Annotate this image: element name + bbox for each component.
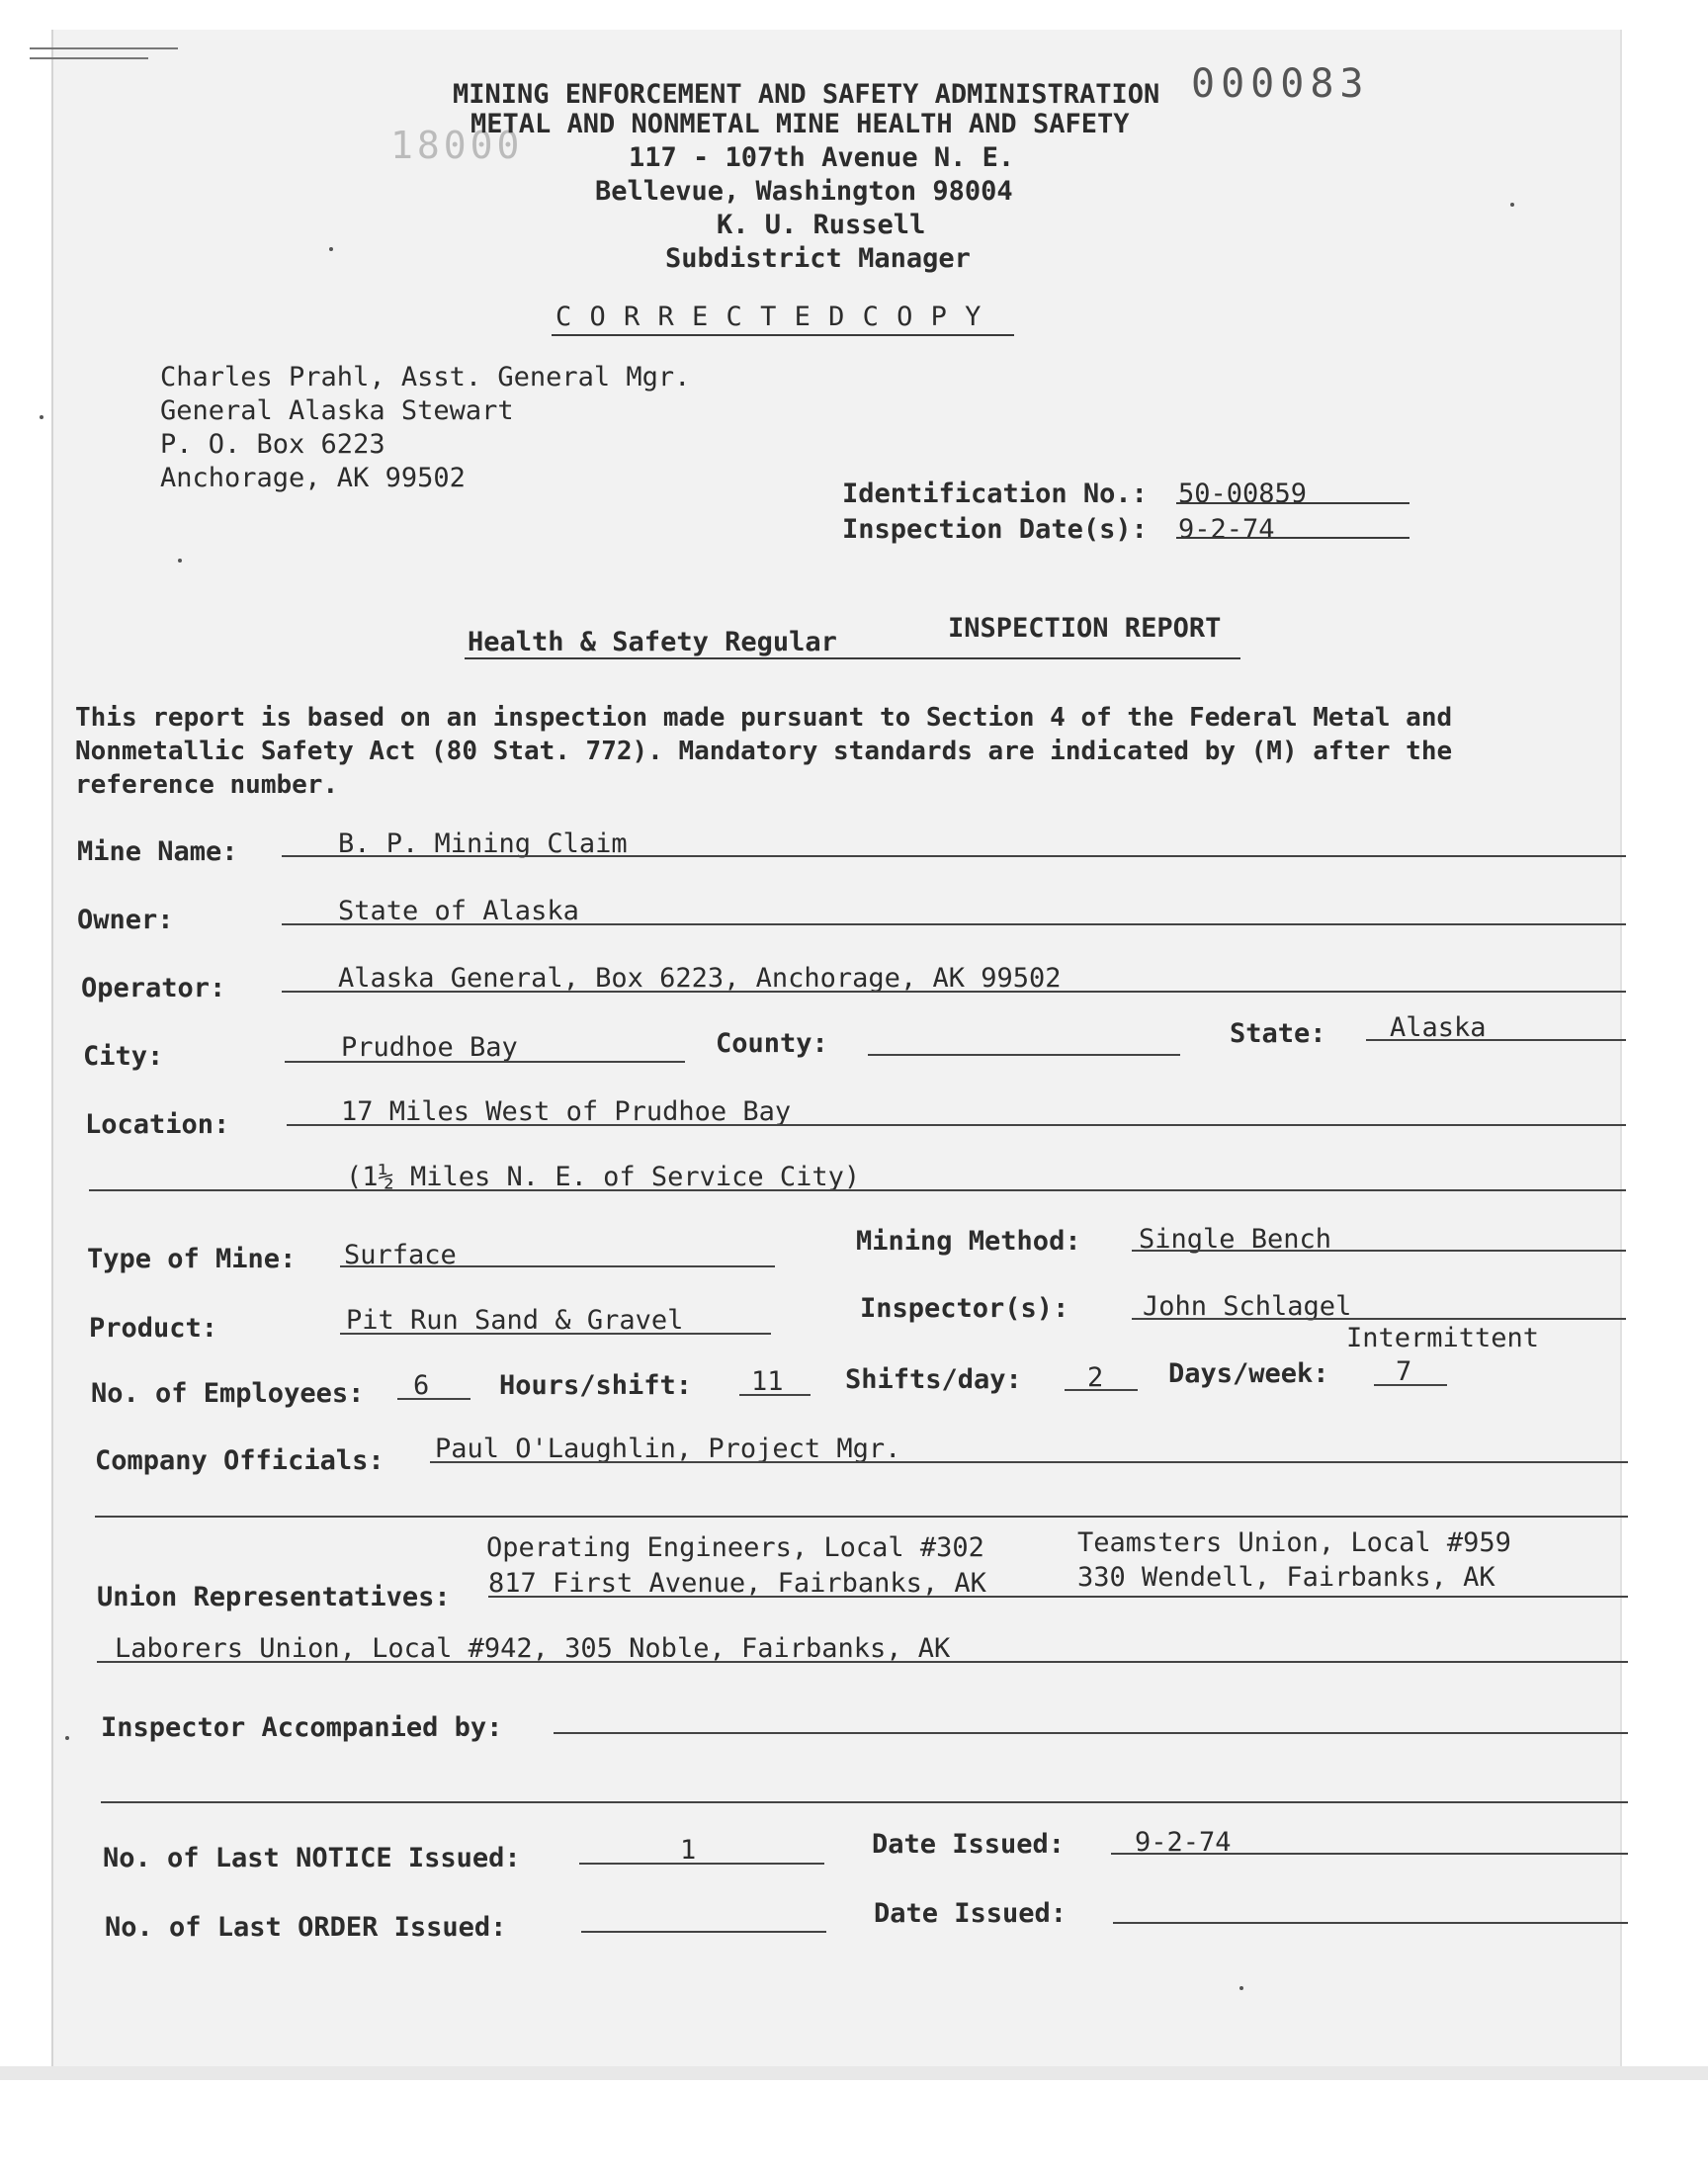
officials-label: Company Officials: — [95, 1445, 384, 1476]
order-line — [581, 1931, 826, 1933]
scan-speck — [1239, 1986, 1243, 1990]
accompanied-line-2 — [101, 1801, 1628, 1803]
union-1-address: 817 First Avenue, Fairbanks, AK — [488, 1568, 986, 1599]
agency-line-1: MINING ENFORCEMENT AND SAFETY ADMINISTRATION — [453, 79, 1160, 110]
location-value-1: 17 Miles West of Prudhoe Bay — [341, 1096, 792, 1127]
operator-label: Operator: — [81, 973, 226, 1003]
notice-date-label: Date Issued: — [872, 1829, 1066, 1860]
order-date-label: Date Issued: — [874, 1898, 1068, 1929]
city-line — [285, 1061, 685, 1063]
mining-method-value: Single Bench — [1139, 1224, 1332, 1255]
employees-line — [397, 1398, 470, 1400]
scan-mark — [30, 47, 178, 49]
notice-line — [579, 1863, 824, 1865]
notice-value: 1 — [680, 1835, 697, 1866]
state-value: Alaska — [1390, 1012, 1487, 1043]
manager-name: K. U. Russell — [717, 210, 926, 240]
shifts-value: 2 — [1087, 1362, 1104, 1393]
union-3: Laborers Union, Local #942, 305 Noble, Fairbanks, AK — [115, 1633, 951, 1664]
recipient-line-2: General Alaska Stewart — [160, 395, 514, 426]
location-line-1 — [287, 1124, 1626, 1126]
product-line — [340, 1333, 771, 1335]
notice-label: No. of Last NOTICE Issued: — [103, 1843, 521, 1873]
ghost-stamp: 18000 — [390, 124, 524, 167]
employees-value: 6 — [413, 1370, 430, 1401]
hours-value: 11 — [751, 1366, 784, 1397]
location-value-2: (1½ Miles N. E. of Service City) — [346, 1162, 861, 1192]
days-label: Days/week: — [1168, 1358, 1329, 1389]
union-line-1 — [488, 1596, 1628, 1598]
product-label: Product: — [89, 1313, 218, 1344]
officials-line-1 — [430, 1461, 1628, 1463]
scan-speck — [40, 415, 43, 419]
recipient-line-1: Charles Prahl, Asst. General Mgr. — [160, 362, 691, 392]
identification-value: 50-00859 — [1178, 478, 1308, 509]
mine-name-value: B. P. Mining Claim — [338, 828, 628, 859]
hours-line — [739, 1394, 811, 1396]
union-1-name: Operating Engineers, Local #302 — [486, 1532, 984, 1563]
mining-method-label: Mining Method: — [856, 1226, 1081, 1257]
location-line-2 — [89, 1189, 1626, 1191]
page-bottom-edge — [0, 2066, 1708, 2080]
shifts-line — [1065, 1389, 1138, 1391]
scan-speck — [1510, 203, 1514, 207]
county-line — [868, 1054, 1180, 1056]
state-line — [1366, 1039, 1626, 1041]
document-number-stamp: 000083 — [1191, 61, 1370, 107]
corrected-copy-underline — [552, 334, 1014, 336]
state-label: State: — [1230, 1018, 1326, 1049]
inspector-label: Inspector(s): — [860, 1293, 1069, 1324]
inspection-date-line — [1176, 537, 1409, 539]
union-label: Union Representatives: — [97, 1582, 451, 1612]
product-value: Pit Run Sand & Gravel — [346, 1305, 684, 1336]
location-label: Location: — [85, 1109, 230, 1140]
inspection-date-value: 9-2-74 — [1178, 514, 1275, 545]
corrected-copy-heading: C O R R E C T E D C O P Y — [555, 302, 982, 332]
owner-line — [282, 923, 1626, 925]
report-title-underline — [465, 657, 1240, 659]
union-2-address: 330 Wendell, Fairbanks, AK — [1077, 1562, 1495, 1593]
days-value: 7 — [1396, 1356, 1412, 1387]
inspection-date-label: Inspection Date(s): — [842, 514, 1148, 545]
recipient-line-4: Anchorage, AK 99502 — [160, 463, 466, 493]
shifts-label: Shifts/day: — [845, 1364, 1022, 1395]
county-label: County: — [716, 1028, 828, 1059]
accompanied-label: Inspector Accompanied by: — [101, 1712, 503, 1743]
report-title: INSPECTION REPORT — [948, 613, 1222, 644]
intro-line-2: Nonmetallic Safety Act (80 Stat. 772). Mandatory standards are indicated by (M) after the — [75, 737, 1453, 766]
days-line — [1374, 1384, 1447, 1386]
manager-title: Subdistrict Manager — [665, 243, 971, 274]
operator-value: Alaska General, Box 6223, Anchorage, AK 99502 — [338, 963, 1062, 994]
owner-label: Owner: — [77, 905, 174, 935]
identification-line — [1176, 502, 1409, 504]
report-type: Health & Safety Regular — [468, 627, 837, 657]
owner-value: State of Alaska — [338, 896, 579, 926]
agency-line-2: METAL AND NONMETAL MINE HEALTH AND SAFETY — [470, 109, 1130, 139]
hours-label: Hours/shift: — [499, 1370, 693, 1401]
order-date-line — [1113, 1922, 1628, 1924]
city-label: City: — [83, 1041, 164, 1072]
operator-line — [282, 991, 1626, 993]
union-2-name: Teamsters Union, Local #959 — [1077, 1527, 1511, 1558]
identification-label: Identification No.: — [842, 478, 1148, 509]
intro-line-3: reference number. — [75, 770, 339, 800]
scan-mark — [30, 57, 148, 59]
scan-speck — [178, 559, 182, 563]
notice-date-line — [1111, 1853, 1628, 1855]
intermittent-note: Intermittent — [1346, 1323, 1540, 1353]
intro-line-1: This report is based on an inspection made pursuant to Section 4 of the Federal Metal and — [75, 703, 1453, 733]
mine-name-label: Mine Name: — [77, 836, 238, 867]
accompanied-line-1 — [554, 1732, 1628, 1734]
employees-label: No. of Employees: — [91, 1378, 365, 1409]
scan-speck — [329, 247, 333, 251]
mining-method-line — [1132, 1250, 1626, 1252]
order-label: No. of Last ORDER Issued: — [105, 1912, 507, 1943]
officials-value: Paul O'Laughlin, Project Mgr. — [435, 1434, 901, 1464]
city-value: Prudhoe Bay — [341, 1032, 518, 1063]
mine-name-line — [282, 855, 1626, 857]
inspector-line — [1132, 1318, 1626, 1320]
mine-type-label: Type of Mine: — [87, 1244, 297, 1274]
notice-date-value: 9-2-74 — [1135, 1827, 1232, 1858]
recipient-line-3: P. O. Box 6223 — [160, 429, 385, 460]
mine-type-value: Surface — [344, 1240, 457, 1270]
union-line-2 — [97, 1661, 1628, 1663]
scan-speck — [65, 1736, 69, 1740]
agency-city: Bellevue, Washington 98004 — [595, 176, 1013, 207]
agency-address: 117 - 107th Avenue N. E. — [629, 142, 1015, 173]
officials-line-2 — [95, 1516, 1628, 1518]
mine-type-line — [340, 1265, 775, 1267]
inspector-value: John Schlagel — [1143, 1291, 1352, 1322]
